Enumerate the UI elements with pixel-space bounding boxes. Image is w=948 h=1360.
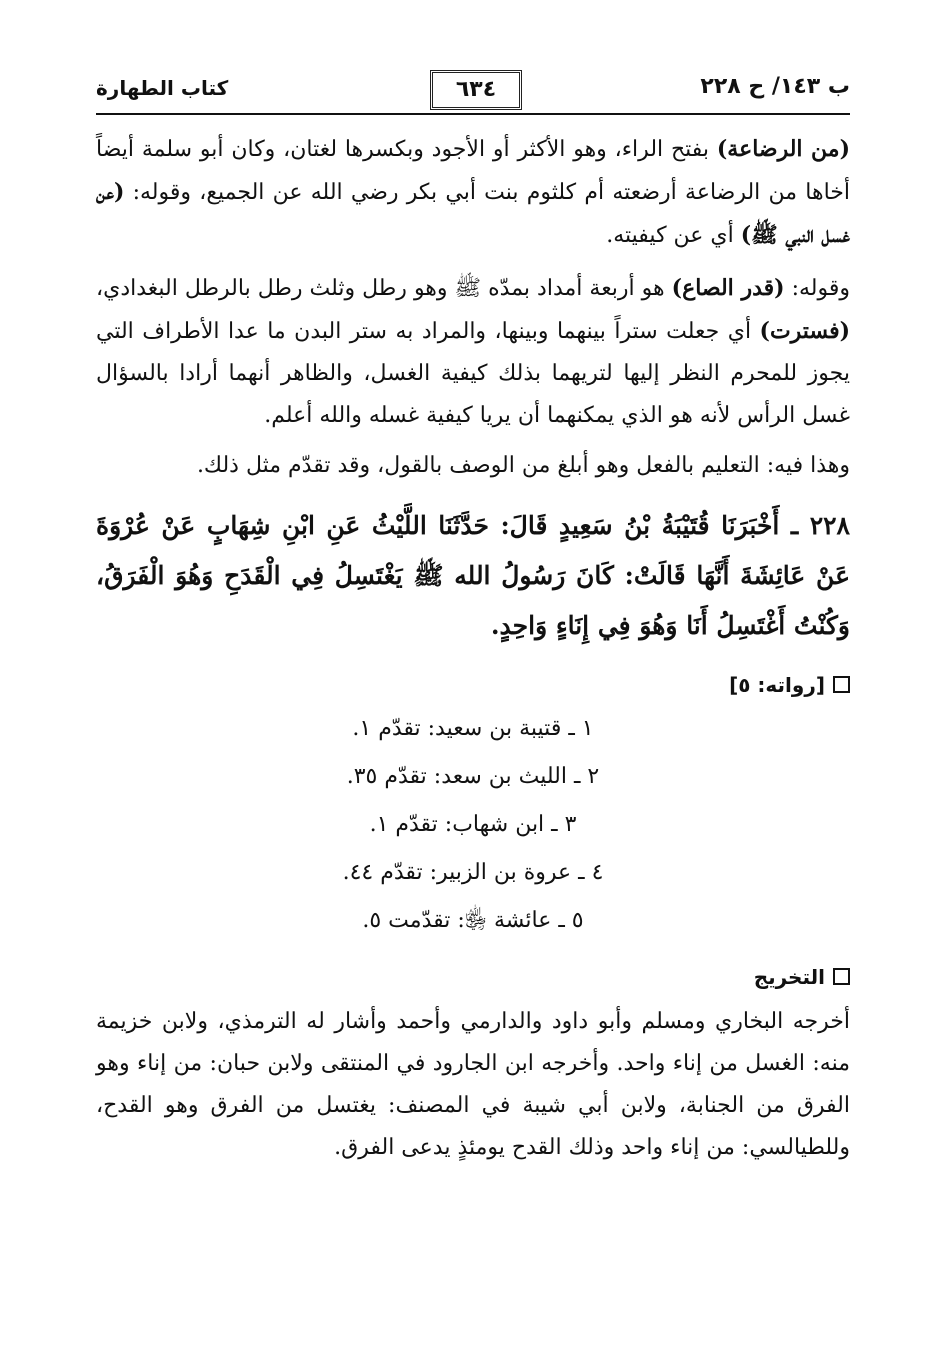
narrators-heading-label: [رواته: ٥] [729, 673, 825, 697]
chapter-hadith-reference: ب ١٤٣/ ح ٢٢٨ [700, 74, 850, 99]
page-number: ٦٣٤ [430, 70, 522, 110]
commentary-text: وقوله: [784, 276, 850, 301]
book-title: كتاب الطهارة [96, 76, 229, 100]
narrator-item: ٥ ـ عائشة ﵂: تقدّمت ٥. [362, 908, 584, 933]
glossed-term: (قدر الصاع) [671, 275, 785, 301]
page-header [96, 70, 850, 110]
header-divider [96, 113, 850, 115]
commentary-text: أي عن كيفيته. [606, 223, 741, 248]
commentary-text: بفتح الراء، وهو الأكثر أو الأجود وبكسرها لغتان، وكان أبو سلمة أيضاً أخاها من الرضاعة أرضعته أم كلثوم بنت أبي بكر رضي الله عن الجميع، وقوله: [96, 137, 850, 205]
hadith-text: ٢٢٨ ـ أَخْبَرَنَا قُتَيْبَةُ بْنُ سَعِيدٍ قَالَ: حَدَّثَنَا اللَّيْثُ عَنِ ابْنِ شِهَابٍ عَنْ عُرْوَةَ عَنْ عَائِشَةَ أَنَّهَا قَالَتْ: كَانَ رَسُولُ الله ﷺ يَغْتَسِلُ فِي الْقَدَحِ وَهُوَ الْفَرَقُ، وَكُنْتُ أَغْتَسِلُ أَنَا وَهُوَ فِي إِنَاءٍ وَاحِدٍ. [96, 511, 850, 640]
glossed-term: (من الرضاعة) [716, 136, 850, 162]
takhrij-paragraph: أخرجه البخاري ومسلم وأبو داود والدارمي وأحمد وأشار له الترمذي، ولابن خزيمة منه: الغسل من إناء واحد. وأخرجه ابن الجارود في المنتقى ولابن حبان: من إناء وهو الفرق من الجنابة، ولابن أبي شيبة في المصنف: يغتسل من الفرق وهو القدح، وللطيالسي: من إناء واحد وذلك القدح يومئذٍ يدعى الفرق. [96, 1009, 850, 1160]
glossed-term: (فسترت) [759, 318, 850, 344]
narrators-list [96, 705, 850, 945]
narrator-item: ١ ـ قتيبة بن سعيد: تقدّم ١. [352, 716, 594, 741]
page-body [96, 128, 850, 1169]
square-bullet-icon [833, 968, 850, 985]
takhrij-heading [96, 957, 850, 997]
narrators-heading [96, 665, 850, 705]
narrator-item: ٣ ـ ابن شهاب: تقدّم ١. [369, 812, 577, 837]
commentary-text: أي جعلت ستراً بينهما وبينها، والمراد به ستر البدن ما عدا الأطراف التي يجوز للمحرم النظر إليها لتريهما بذلك كيفية الغسل، والظاهر أنهما أرادا بالسؤال غسل الرأس لأنه هو الذي يمكنهما أن يريا كيفية غسله والله أعلم. [96, 319, 850, 428]
commentary-text: هو أربعة أمداد بمدّه ﷺ وهو رطل وثلث رطل بالرطل البغدادي، [96, 276, 672, 301]
narrator-item: ٢ ـ الليث بن سعد: تقدّم ٣٥. [346, 764, 600, 789]
commentary-paragraph-2 [96, 267, 850, 437]
commentary-paragraph-3: وهذا فيه: التعليم بالفعل وهو أبلغ من الوصف بالقول، وقد تقدّم مثل ذلك. [196, 453, 850, 478]
square-bullet-icon [833, 676, 850, 693]
glossed-term: (عن غسل النبي ﷺ) [96, 179, 850, 248]
takhrij-heading-label: التخريج [753, 965, 825, 989]
commentary-paragraph-1 [96, 128, 850, 257]
narrator-item: ٤ ـ عروة بن الزبير: تقدّم ٤٤. [342, 860, 604, 885]
